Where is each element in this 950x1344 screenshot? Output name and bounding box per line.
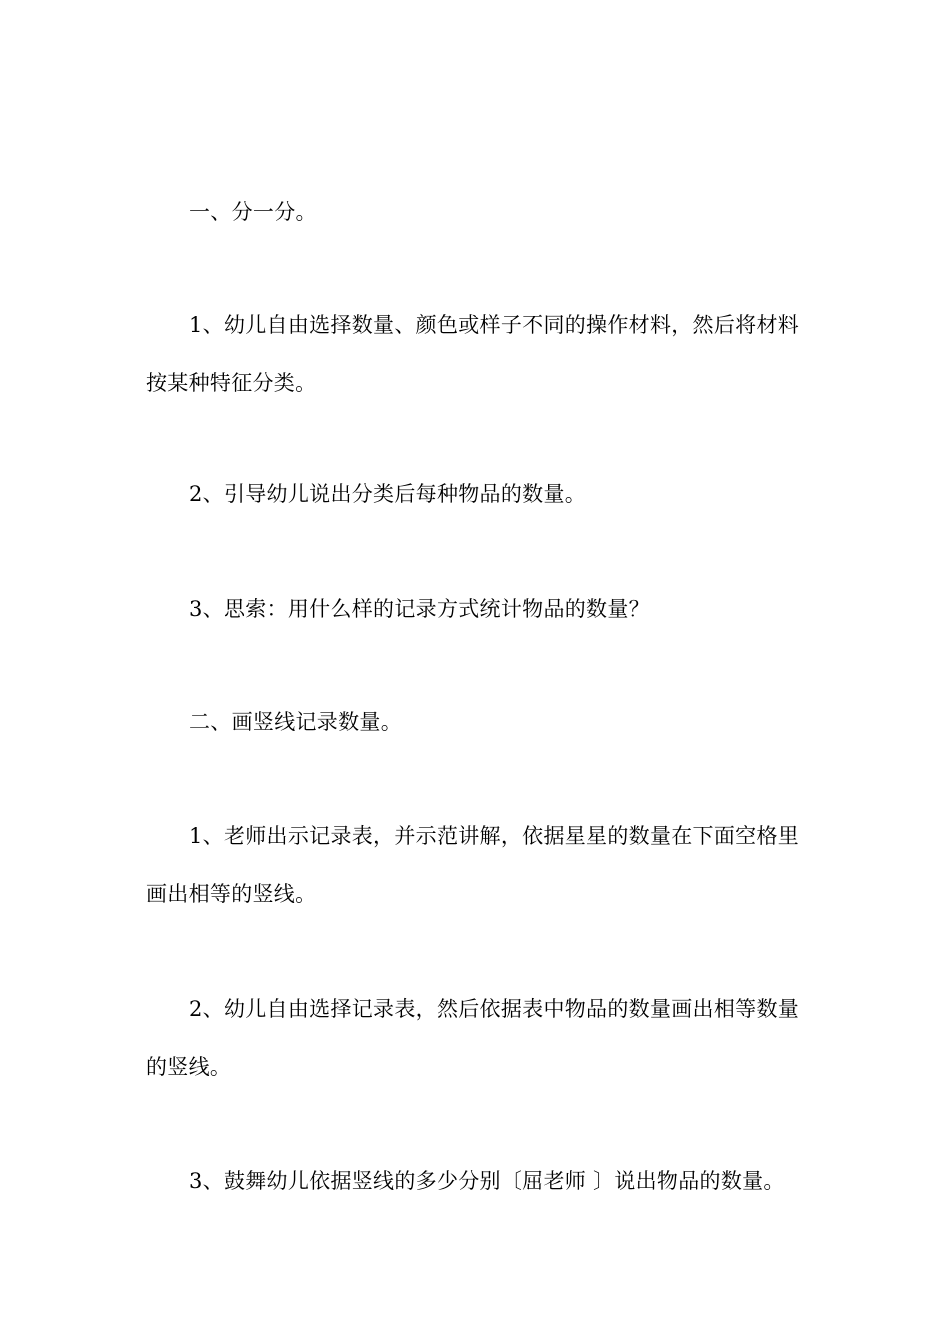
section-heading-1: 一、分一分。	[189, 200, 317, 224]
step-paragraph: 2、幼儿自由选择记录表，然后依据表中物品的数量画出相等数量的竖线。	[146, 997, 800, 1079]
step-paragraph: 3、思索：用什么样的记录方式统计物品的数量？	[189, 597, 650, 621]
step-paragraph: 3、鼓舞幼儿依据竖线的多少分别〔屈老师 〕说出物品的数量。	[189, 1169, 785, 1193]
section-heading-2: 二、画竖线记录数量。	[189, 710, 402, 734]
step-paragraph: 1、老师出示记录表，并示范讲解，依据星星的数量在下面空格里画出相等的竖线。	[146, 824, 800, 906]
step-paragraph: 1、幼儿自由选择数量、颜色或样子不同的操作材料，然后将材料按某种特征分类。	[146, 313, 800, 395]
step-paragraph: 2、引导幼儿说出分类后每种物品的数量。	[189, 482, 587, 506]
